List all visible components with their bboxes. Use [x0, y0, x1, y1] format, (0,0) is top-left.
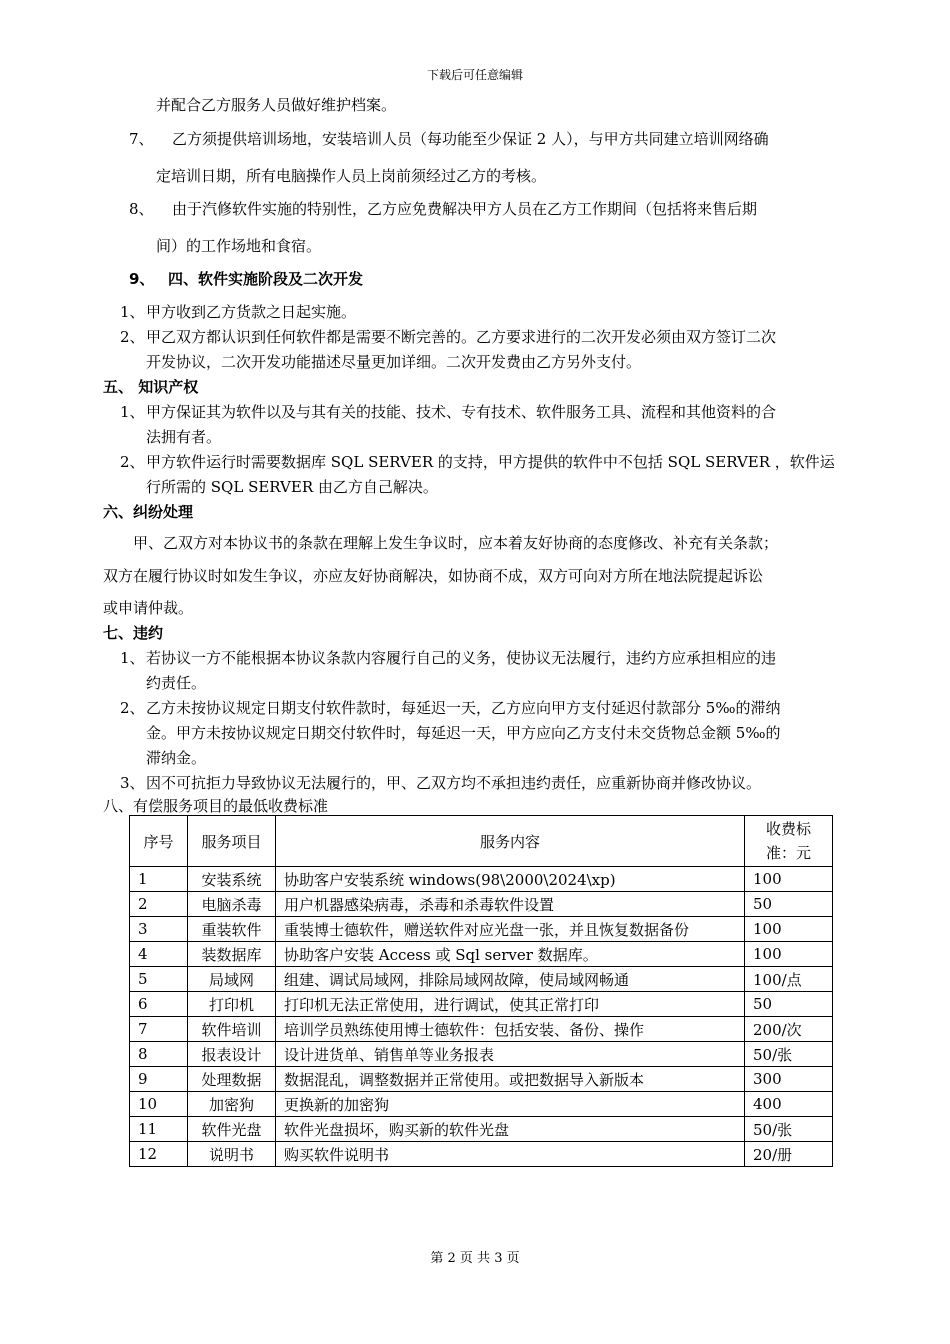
continued-line: 并配合乙方服务人员做好维护档案。 — [156, 96, 397, 114]
cell-no: 10 — [130, 1092, 188, 1117]
table-row — [130, 1092, 833, 1117]
cell-fee: 100 — [745, 917, 833, 942]
s5-item2-number: 2、 — [120, 453, 145, 471]
table-row — [130, 917, 833, 942]
s5-item2-line1: 甲方软件运行时需要数据库 SQL SERVER 的支持，甲方提供的软件中不包括 SQL SERVER ，软件运 — [146, 453, 835, 471]
cell-fee: 50/张 — [745, 1117, 833, 1142]
section6-heading: 六、纠纷处理 — [103, 503, 194, 521]
cell-content: 用户机器感染病毒，杀毒和杀毒软件设置 — [276, 892, 745, 917]
cell-fee: 100/点 — [745, 967, 833, 992]
table-row — [130, 1042, 833, 1067]
cell-content: 组建、调试局域网，排除局域网故障，使局域网畅通 — [276, 967, 745, 992]
s4-item2-number: 2、 — [120, 328, 145, 346]
header-item: 服务项目 — [188, 816, 276, 867]
table-row — [130, 967, 833, 992]
s5-item1-line1: 甲方保证其为软件以及与其有关的技能、技术、专有技术、软件服务工具、流程和其他资料的合 — [146, 403, 777, 421]
s5-item1-number: 1、 — [120, 403, 145, 421]
section4-heading: 四、软件实施阶段及二次开发 — [168, 270, 364, 288]
cell-item: 电脑杀毒 — [188, 892, 276, 917]
cell-item: 安装系统 — [188, 867, 276, 892]
cell-item: 报表设计 — [188, 1042, 276, 1067]
table-row — [130, 1142, 833, 1167]
s4-item1-number: 1、 — [120, 303, 145, 321]
cell-fee: 200/次 — [745, 1017, 833, 1042]
table-row — [130, 1067, 833, 1092]
s7-item1-line1: 若协议一方不能根据本协议条款内容履行自己的义务，使协议无法履行，违约方应承担相应的违 — [146, 649, 777, 667]
cell-fee: 300 — [745, 1067, 833, 1092]
header-no: 序号 — [130, 816, 188, 867]
s4-item2-line2: 开发协议，二次开发功能描述尽量更加详细。二次开发费由乙方另外支付。 — [146, 353, 642, 371]
cell-fee: 100 — [745, 942, 833, 967]
fee-table-header-row — [130, 816, 833, 867]
page-footer: 第 2 页 共 3 页 — [430, 1251, 520, 1266]
s5-item1-line2: 法拥有者。 — [146, 428, 222, 446]
s7-item2-number: 2、 — [120, 699, 145, 717]
cell-no: 4 — [130, 942, 188, 967]
cell-no: 2 — [130, 892, 188, 917]
page-header: 下载后可任意编辑 — [426, 68, 523, 82]
s6-line1: 甲、乙双方对本协议书的条款在理解上发生争议时，应本着友好协商的态度修改、补充有关条款； — [133, 534, 779, 552]
header-fee — [745, 816, 833, 867]
cell-content: 设计进货单、销售单等业务报表 — [276, 1042, 745, 1067]
s7-item2-line3: 滞纳金。 — [146, 749, 207, 767]
cell-content: 协助客户安装 Access 或 Sql server 数据库。 — [276, 942, 745, 967]
header-fee-line2: 准：元 — [765, 844, 811, 862]
s7-item3-line1: 因不可抗拒力导致协议无法履行的，甲、乙双方均不承担违约责任，应重新协商并修改协议。 — [146, 774, 762, 792]
cell-no: 9 — [130, 1067, 188, 1092]
header-content: 服务内容 — [276, 816, 745, 867]
cell-content: 重装博士德软件，赠送软件对应光盘一张，并且恢复数据备份 — [276, 917, 745, 942]
cell-item: 处理数据 — [188, 1067, 276, 1092]
s5-item2-line2: 行所需的 SQL SERVER 由乙方自己解决。 — [146, 478, 438, 496]
item8-line1: 由于汽修软件实施的特别性，乙方应免费解决甲方人员在乙方工作期间（包括将来售后期 — [172, 200, 758, 218]
cell-content: 协助客户安装系统 windows(98\2000\2024\xp) — [276, 867, 745, 892]
s7-item3-number: 3、 — [120, 774, 145, 792]
section7-heading: 七、违约 — [103, 624, 164, 642]
cell-no: 11 — [130, 1117, 188, 1142]
cell-item: 软件光盘 — [188, 1117, 276, 1142]
cell-no: 6 — [130, 992, 188, 1017]
s7-item1-number: 1、 — [120, 649, 145, 667]
cell-no: 7 — [130, 1017, 188, 1042]
cell-content: 培训学员熟练使用博士德软件：包括安装、备份、操作 — [276, 1017, 745, 1042]
s6-line3: 或申请仲裁。 — [103, 599, 194, 617]
s7-item1-line2: 约责任。 — [146, 674, 207, 692]
s7-item2-line2: 金。甲方未按协议规定日期交付软件时，每延迟一天，甲方应向乙方支付未交货物总金额 5‰的 — [146, 724, 781, 742]
table-row — [130, 1117, 833, 1142]
cell-item: 加密狗 — [188, 1092, 276, 1117]
section8-heading: 八、有偿服务项目的最低收费标准 — [103, 797, 329, 815]
cell-item: 说明书 — [188, 1142, 276, 1167]
table-row — [130, 1017, 833, 1042]
fee-table — [129, 815, 833, 1167]
s4-item1-line1: 甲方收到乙方货款之日起实施。 — [146, 303, 357, 321]
cell-item: 装数据库 — [188, 942, 276, 967]
cell-item: 重装软件 — [188, 917, 276, 942]
cell-content: 更换新的加密狗 — [276, 1092, 745, 1117]
table-row — [130, 992, 833, 1017]
s4-item2-line1: 甲乙双方都认识到任何软件都是需要不断完善的。乙方要求进行的二次开发必须由双方签订二次 — [146, 328, 777, 346]
cell-fee: 50 — [745, 992, 833, 1017]
cell-no: 12 — [130, 1142, 188, 1167]
fee-table-body — [130, 867, 833, 1167]
cell-no: 5 — [130, 967, 188, 992]
item7-number: 7、 — [129, 130, 154, 148]
item8-number: 8、 — [129, 200, 154, 218]
cell-item: 软件培训 — [188, 1017, 276, 1042]
cell-item: 打印机 — [188, 992, 276, 1017]
cell-no: 8 — [130, 1042, 188, 1067]
cell-item: 局域网 — [188, 967, 276, 992]
cell-content: 打印机无法正常使用，进行调试，使其正常打印 — [276, 992, 745, 1017]
cell-no: 3 — [130, 917, 188, 942]
section5-heading: 五、 知识产权 — [103, 378, 199, 396]
cell-content: 购买软件说明书 — [276, 1142, 745, 1167]
cell-fee: 50 — [745, 892, 833, 917]
table-row — [130, 892, 833, 917]
cell-fee: 50/张 — [745, 1042, 833, 1067]
item7-line2: 定培训日期，所有电脑操作人员上岗前须经过乙方的考核。 — [156, 167, 547, 185]
cell-no: 1 — [130, 867, 188, 892]
s7-item2-line1: 乙方未按协议规定日期支付软件款时，每延迟一天，乙方应向甲方支付延迟付款部分 5‰的滞纳 — [146, 699, 781, 717]
cell-fee: 100 — [745, 867, 833, 892]
item7-line1: 乙方须提供培训场地，安装培训人员（每功能至少保证 2 人），与甲方共同建立培训网络确 — [172, 130, 769, 148]
item9-number: 9、 — [129, 270, 155, 288]
cell-content: 数据混乱，调整数据并正常使用。或把数据导入新版本 — [276, 1067, 745, 1092]
item8-line2: 间）的工作场地和食宿。 — [156, 237, 322, 255]
table-row — [130, 867, 833, 892]
cell-content: 软件光盘损坏，购买新的软件光盘 — [276, 1117, 745, 1142]
cell-fee: 20/册 — [745, 1142, 833, 1167]
header-fee-line1: 收费标 — [765, 820, 811, 838]
cell-fee: 400 — [745, 1092, 833, 1117]
table-row — [130, 942, 833, 967]
s6-line2: 双方在履行协议时如发生争议，亦应友好协商解决，如协商不成，双方可向对方所在地法院提起诉讼 — [103, 567, 764, 585]
